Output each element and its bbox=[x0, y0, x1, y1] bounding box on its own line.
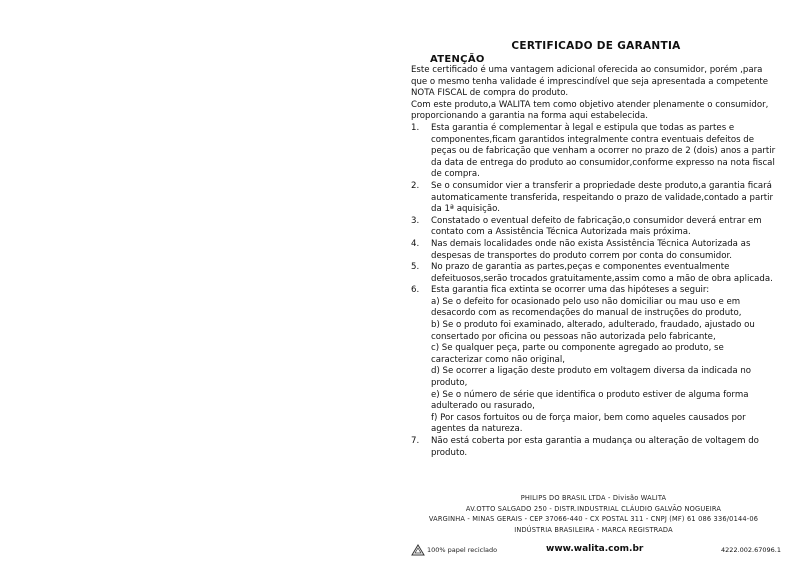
list-item bbox=[411, 436, 776, 459]
website-link[interactable]: www.walita.com.br bbox=[546, 544, 644, 554]
footer-line: PHILIPS DO BRASIL LTDA - Divisão WALITA bbox=[520, 494, 667, 502]
item-number: 7. bbox=[411, 436, 420, 446]
item-text: Esta garantia é complementar à legal e estipula que todas as partes e componentes,ficam garantidos integralmente contra eventuais defeitos de peças ou de fabricação que venham a ocorrer no prazo de 2 (dois) anos a partir da data de entrega do produto ao consumidor,conforme expresso na nota fiscal de compra. bbox=[431, 122, 776, 180]
warranty-terms-list bbox=[411, 123, 776, 459]
item-number: 2. bbox=[411, 180, 420, 191]
item-text: No prazo de garantia as partes,peças e componentes eventualmente defeituosos,serão trocados gratuitamente,assim como a mão de obra aplicada. bbox=[431, 262, 773, 284]
item-text: Constatado o eventual defeito de fabricação,o consumidor deverá entrar em contato com a Assistência Técnica Autorizada mais próxima. bbox=[431, 215, 762, 238]
recycled-paper-note bbox=[411, 544, 497, 556]
bottom-bar bbox=[411, 544, 781, 560]
sub-item: b) Se o produto foi examinado, alterado, adulterado, fraudado, ajustado ou consertado por oficina ou pessoas não autorizada pelo fabricante, bbox=[431, 320, 755, 342]
item-number: 4. bbox=[411, 238, 420, 249]
footer-line: INDÚSTRIA BRASILEIRA - MARCA REGISTRADA bbox=[514, 525, 673, 534]
item-text: Nas demais localidades onde não exista Assistência Técnica Autorizada as despesas de transportes do produto correm por conta do consumidor. bbox=[431, 238, 751, 261]
list-item bbox=[411, 123, 776, 181]
footer-line: AV.OTTO SALGADO 250 - DISTR.INDUSTRIAL CLÁUDIO GALVÃO NOGUEIRA bbox=[465, 504, 722, 513]
list-item bbox=[411, 239, 776, 262]
sub-item: d) Se ocorrer a ligação deste produto em voltagem diversa da indicada no produto, bbox=[431, 366, 752, 389]
attention-heading: ATENÇÃO bbox=[430, 54, 485, 65]
warranty-column bbox=[411, 40, 776, 459]
recycle-icon bbox=[411, 544, 425, 556]
sub-item: e) Se o número de série que identifica o produto estiver de alguma forma adulterado ou rasurado, bbox=[431, 389, 749, 412]
document-title: CERTIFICADO DE GARANTIA bbox=[511, 40, 681, 52]
item-text: Esta garantia fica extinta se ocorrer uma das hipóteses a seguir: bbox=[431, 285, 710, 296]
company-footer bbox=[411, 493, 776, 535]
item-number: 5. bbox=[411, 262, 420, 273]
recycled-label: 100% papel reciclado bbox=[427, 546, 498, 554]
item-number: 1. bbox=[411, 122, 420, 133]
item-number: 6. bbox=[411, 285, 420, 296]
sub-item: c) Se qualquer peça, parte ou componente agregado ao produto, se caracterizar como não original, bbox=[431, 343, 724, 365]
list-item bbox=[411, 181, 776, 216]
item-text: Se o consumidor vier a transferir a propriedade deste produto,a garantia ficará automaticamente transferida, respeitando o prazo de validade,contado a partir da 1ª aquisição. bbox=[431, 180, 774, 215]
footer-line: VARGINHA - MINAS GERAIS - CEP 37066-440 - CX POSTAL 311 - CNPJ (MF) 61 086 336/0144-06 bbox=[428, 515, 759, 523]
list-item bbox=[411, 285, 776, 436]
item-number: 3. bbox=[411, 215, 420, 226]
sub-item: a) Se o defeito for ocasionado pelo uso não domiciliar ou mau uso e em desacordo com as recomendações do manual de instruções do produto, bbox=[431, 296, 742, 319]
item-text: Não está coberta por esta garantia a mudança ou alteração de voltagem do produto. bbox=[431, 436, 759, 458]
list-item bbox=[411, 262, 776, 285]
list-item bbox=[411, 216, 776, 239]
sub-item: f) Por casos fortuitos ou de força maior, bem como aqueles causados por agentes da natureza. bbox=[431, 412, 746, 435]
intro-paragraph-1: Este certificado é uma vantagem adicional oferecida ao consumidor, porém ,para que o mesmo tenha validade é imprescindível que seja apresentada a competente NOTA FISCAL de compra do produto. bbox=[411, 65, 769, 99]
document-code: 4222.002.67096.1 bbox=[721, 546, 781, 554]
intro-paragraph-2: Com este produto,a WALITA tem como objetivo atender plenamente o consumidor, proporcionando a garantia na forma aqui estabelecida. bbox=[411, 99, 769, 122]
